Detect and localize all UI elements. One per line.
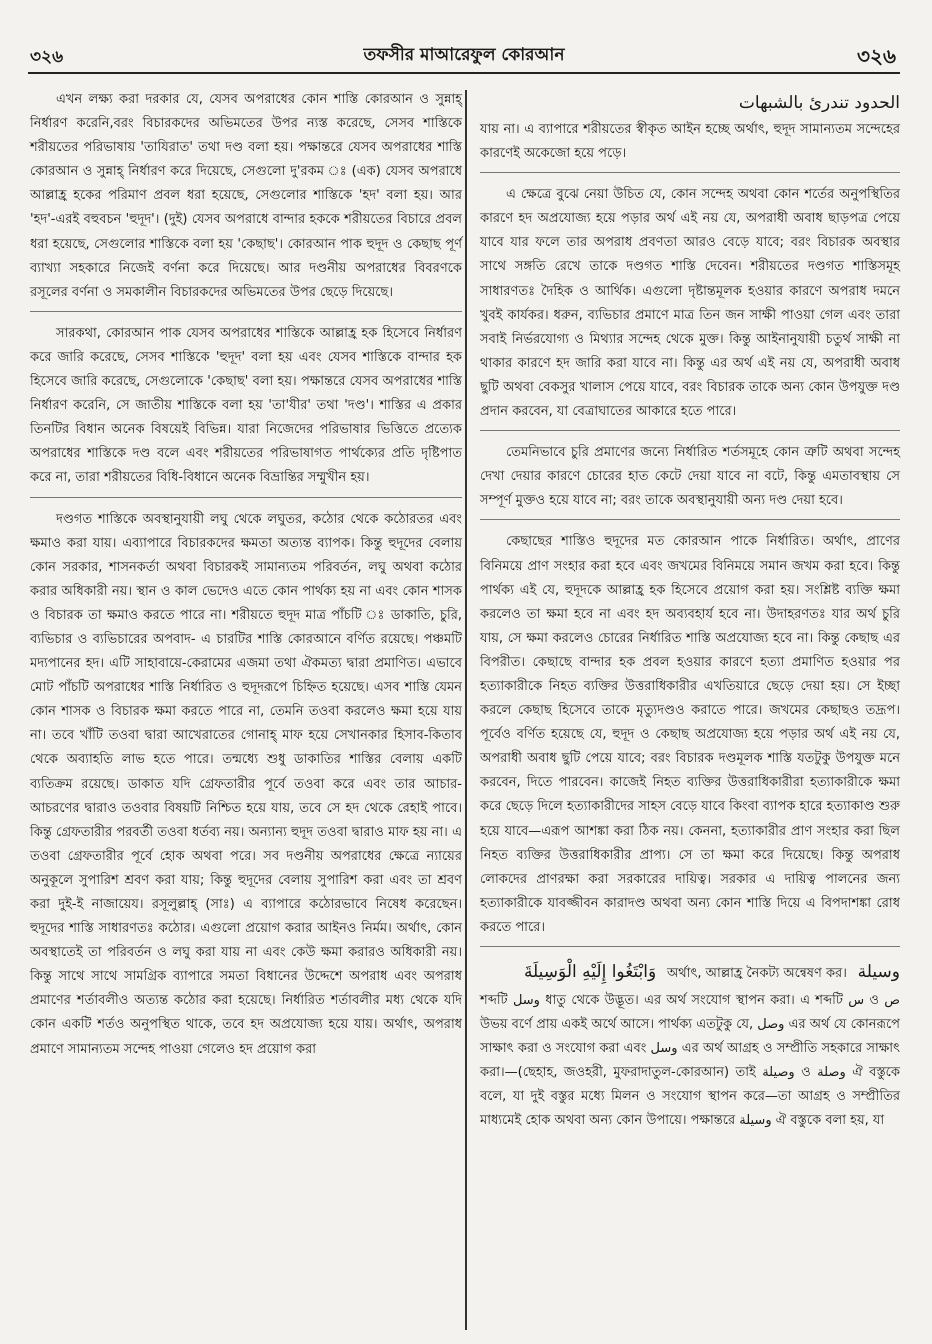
paragraph: শব্দটি وسل ধাতু থেকে উদ্ভূত। এর অর্থ সংযোগ স্থাপন করা। এ শব্দটি س ও ص উভয় বর্ণে প্রায় একই অর্থে আসে। পার্থক্য এতটুকু যে, وصل এর অর্থ যে কোনরূপে সাক্ষাৎ করা ও সংযোগ করা এবং وسل এর অর্থ আগ্রহ ও সম্প্রীতি সহকারে সাক্ষাৎ করা।—(ছেহাহ, জওহরী, মুফরাদাতুল-কোরআন) তাই وصيلة ও وصلة ঐ বস্তুকে বলে, যা দুই বস্তুর মধ্যে মিলন ও সংযোগ স্থাপন করে—তা আগ্রহ ও সম্প্রীতির মাধ্যমেই হোক অথবা অন্য কোন উপায়ে। পক্ষান্তরে وسيلة ঐ বস্তুকে বলা হয়, যা xyxy=(480,993,900,1129)
paragraph: দণ্ডগত শাস্তিকে অবস্থানুযায়ী লঘু থেকে লঘুতর, কঠোর থেকে কঠোরতর এবং ক্ষমাও করা যায়। এব্যাপারে বিচারকদের ক্ষমতা অত্যন্ত ব্যাপক। কিন্তু হুদূদের বেলায় কোন সরকার, শাসনকর্তা অথবা বিচারকই সামান্যতম পরিবর্তন, লঘু অথবা কঠোর করার অধিকারী নয়। স্থান ও কাল ভেদেও এতে কোন পার্থক্য হয় না এবং কোন শাসক ও বিচারক তা ক্ষমাও করতে পারে না। শরীয়তে হুদূদ মাত্র পাঁচটি ঃ ডাকাতি, চুরি, ব্যভিচার ও ব্যভিচারের অপবাদ- এ চারটির শাস্তি কোরআনে বর্ণিত রয়েছে। পঞ্চমটি মদ্যপানের হদ। এটি সাহাবায়ে-কেরামের এজমা তথা ঐকমত্য দ্বারা প্রমাণিত। এভাবে মোট পাঁচটি অপরাধের শাস্তি নির্ধারিত ও হুদূদরূপে চিহ্নিত হয়েছে। এসব শাস্তি যেমন কোন শাসক ও বিচারক ক্ষমা করতে পারে না, তেমনি তওবা করলেও ক্ষমা হয়ে যায় না। তবে খাঁটি তওবা দ্বারা আখেরাতের গোনাহ্ মাফ হয়ে সেখানকার হিসাব-কিতাব থেকে অব্যাহতি লাভ হতে পারে। তন্মধ্যে শুধু ডাকাতির শাস্তির বেলায় একটি ব্যতিক্রম রয়েছে। ডাকাত যদি গ্রেফতারীর পূর্বে তওবা করে এবং তার আচার-আচরণের দ্বারাও তওবার বিষয়টি নিশ্চিত হয়ে যায়, তবে সে হদ থেকে রেহাই পাবে। কিন্তু গ্রেফতারীর পরবর্তী তওবা ধর্তব্য নয়। অন্যান্য হুদূদ তওবা দ্বারাও মাফ হয় না। এ তওবা গ্রেফতারীর পূর্বে হোক অথবা পরে। সব দণ্ডনীয় অপরাধের ক্ষেত্রে ন্যায়ের অনুকূলে সুপারিশ শ্রবণ করা যায়; কিন্তু হুদূদের বেলায় সুপারিশ করা এবং তা শ্রবণ করা দুই-ই নাজায়েয। রসূলুল্লাহ্ (সাঃ) এ ব্যাপারে কঠোরভাবে নিষেধ করেছেন। হুদূদের শাস্তি সাধারণতঃ কঠোর। এগুলো প্রয়োগ করার আইনও নির্মম। অর্থাৎ, কোন অবস্থাতেই তা পরিবর্তন ও লঘু করা যায় না এবং কেউ ক্ষমা করারও অধিকারী নয়। কিন্তু সাথে সাথে সামগ্রিক ব্যাপারে সমতা বিধানের উদ্দেশে অপরাধ এবং অপরাধ প্রমাণের শর্তাবলীও অত্যন্ত কঠোর করা হয়েছে। নির্ধারিত শর্তাবলীর মধ্য থেকে যদি কোন একটি শর্তও অনুপস্থিত থাকে, তবে হদ অপ্রযোজ্য হয়ে যায়। অর্থাৎ, অপরাধ প্রমাণে সামান্যতম সন্দেহ পাওয়া গেলেও হদ প্রয়োগ করা xyxy=(30,511,462,1057)
paragraph: এ ক্ষেত্রে বুঝে নেয়া উচিত যে, কোন সন্দেহ অথবা কোন শর্তের অনুপস্থিতির কারণে হদ অপ্রযোজ্য হয়ে পড়ার অর্থ এই নয় যে, অপরাধী অবাধ ছাড়পত্র পেয়ে যাবে যার ফলে তার অপরাধ প্রবণতা আরও বেড়ে যাবে; বরং বিচারক অবস্থার সাথে সঙ্গতি রেখে তাকে দণ্ডগত শাস্তি দেবেন। শরীয়তের দণ্ডগত শাস্তিসমূহ সাধারণতঃ দৈহিক ও আর্থিক। এগুলো দৃষ্টান্তমূলক হওয়ার কারণে অপরাধ দমনে খুবই কার্যকর। ধরুন, ব্যভিচার প্রমাণে মাত্র তিন জন সাক্ষী পাওয়া গেল এবং তারা সবাই নির্ভরযোগ্য ও মিথ্যার সন্দেহ থেকে মুক্ত। কিন্তু আইনানুযায়ী চতুর্থ সাক্ষী না থাকার কারণে হদ জারি করা যাবে না। কিন্তু এর অর্থ এই নয় যে, অপরাধী অবাধ ছুটি অথবা বেকসুর খালাস পেয়ে যাবে, বরং বিচারক তাকে অন্য কোন উপযুক্ত দণ্ড প্রদান করবেন, যা বেত্রাঘাতের আকারে হতে পারে। xyxy=(480,183,900,431)
paragraph: তেমনিভাবে চুরি প্রমাণের জন্যে নির্ধারিত শর্তসমূহে কোন ত্রুটি অথবা সন্দেহ দেখা দেয়ার কারণে চোরের হাত কেটে দেয়া যাবে না বটে, কিন্তু এমতাবস্থায় সে সম্পূর্ণ মুক্তও হয়ে যাবে না; বরং তাকে অবস্থানুযায়ী অন্য দণ্ড দেয়া হবে। xyxy=(480,441,900,520)
arabic-legal-maxim: الحدود تندرئ بالشبهات xyxy=(738,93,900,113)
verse-translation: অর্থাৎ, আল্লাহ্র নৈকট্য অন্বেষণ কর। xyxy=(667,966,847,981)
paragraph: এখন লক্ষ্য করা দরকার যে, যেসব অপরাধের কোন শাস্তি কোরআন ও সুন্নাহ্ নির্ধারণ করেনি,বরং বিচারকদের অভিমতের উপর ন্যস্ত করেছে, সেসব শাস্তিকে শরীয়তের পরিভাষায় 'তাযিরাত' তথা দণ্ড বলা হয়। পক্ষান্তরে যেসব অপরাধের শাস্তি কোরআন ও সুন্নাহ্ নির্ধারণ করে দিয়েছে, সেগুলো দু'রকম ঃ (এক) যেসব অপরাধে আল্লাহ্র হকের পরিমাণ প্রবল ধরা হয়েছে, সেগুলোর শাস্তিকে 'হদ' বলা হয়। আর 'হদ'-এরই বহুবচন 'হুদূদ'। (দুই) যেসব অপরাধে বান্দার হককে শরীয়তের বিচারে প্রবল ধরা হয়েছে, সেগুলোর শাস্তিকে বলা হয় 'কেছাছ'। কোরআন পাক হুদূদ ও কেছাছ পূর্ণ ব্যাখ্যা সহকারে নিজেই বর্ণনা করে দিয়েছে। আর দণ্ডনীয় অপরাধের বিবরণকে রসূলের বর্ণনা ও সমকালীন বিচারকদের অভিমতের উপর ছেড়ে দিয়েছে। xyxy=(30,88,462,312)
running-title: তফসীর মাআরেফুল কোরআন xyxy=(363,45,565,65)
paragraph: কেছাছের শাস্তিও হুদূদের মত কোরআন পাকে নির্ধারিত। অর্থাৎ, প্রাণের বিনিময়ে প্রাণ সংহার করা হবে এবং জখমের বিনিময়ে সমান জখম করা হবে। কিন্তু পার্থক্য এই যে, হুদূদকে আল্লাহ্র হক হিসেবে প্রয়োগ করা হয়। সংশ্লিষ্ট ব্যক্তি ক্ষমা করলেও তা ক্ষমা হবে না এবং হদ অব্যবহার্য হবে না। উদাহরণতঃ যার অর্থ চুরি যায়, সে ক্ষমা করলেও চোরের নির্ধারিত শাস্তি অপ্রযোজ্য হবে না। কিন্তু কেছাছ এর বিপরীত। কেছাছে বান্দার হক প্রবল হওয়ার কারণে হত্যা প্রমাণিত হওয়ার পর হত্যাকারীকে নিহত ব্যক্তির উত্তরাধিকারীর এখতিয়ারে ছেড়ে দেয়া হয়। সে ইচ্ছা করলে কেছাছ হিসেবে তাকে মৃত্যুদণ্ডও করাতে পারে। জখমের কেছাছও তদ্রূপ। পূর্বেও বর্ণিত হয়েছে যে, হুদূদ ও কেছাছ অপ্রযোজ্য হয়ে পড়ার অর্থ এই নয় যে, অপরাধী অবাধ ছুটি পেয়ে যাবে; বরং বিচারক দণ্ডমূলক শাস্তি যতটুকু উপযুক্ত মনে করবেন, দিতে পারবেন। কাজেই নিহত ব্যক্তির উত্তরাধিকারীরা হত্যাকারীকে ক্ষমা করে ছেড়ে দিলে হত্যাকারীদের সাহস বেড়ে যাবে কিংবা ব্যাপক হারে হত্যাকাণ্ড শুরু হয়ে যাবে—এরূপ আশঙ্কা করা ঠিক নয়। কেননা, হত্যাকারীর প্রাণ সংহার করা ছিল নিহত ব্যক্তির উত্তরাধিকারীর প্রাপ্য। সে তা ক্ষমা করে দিয়েছে। কিন্তু অপরাধ লোকদের প্রাণরক্ষা করা সরকারের দায়িত্ব। সরকার এ দায়িত্ব পালনের জন্য হত্যাকারীকে যাবজ্জীবন কারাদণ্ড অথবা অন্য কোন শাস্তি দিয়ে এ বিপদাশঙ্কা রোধ করতে পারে। xyxy=(480,530,900,947)
arabic-verse: وَابْتَغُوا إِلَيْهِ الْوَسِيلَةَ xyxy=(523,962,657,982)
page-header xyxy=(28,38,900,74)
page-number-left: ৩২৬ xyxy=(30,47,64,67)
page-number-right: ৩২৬ xyxy=(856,44,896,68)
arabic-word-wasila: وسيلة xyxy=(857,962,900,982)
paragraph: যায় না। এ ব্যাপারে শরীয়তের স্বীকৃত আইন হচ্ছে অর্থাৎ, হুদূদ সামান্যতম সন্দেহের কারণেই অকেজো হয়ে পড়ে। xyxy=(480,118,900,173)
quran-verse-line xyxy=(480,957,900,989)
paragraph: সারকথা, কোরআন পাক যেসব অপরাধের শাস্তিকে আল্লাহ্র হক হিসেবে নির্ধারণ করে জারি করেছে, সেসব শাস্তিকে 'হুদূদ' বলা হয় এবং যেসব শাস্তিকে বান্দার হক হিসেবে জারি করেছে, সেগুলোকে 'কেছাছ' বলা হয়। পক্ষান্তরে যেসব অপরাধের শাস্তি নির্ধারণ করেনি, সে জাতীয় শাস্তিকে বলা হয় 'তা'যীর' তথা 'দণ্ড'। শাস্তির এ প্রকার তিনটির বিধান অনেক বিষয়েই বিভিন্ন। যারা নিজেদের পরিভাষার ভিত্তিতে প্রত্যেক অপরাধের শাস্তিকে দণ্ড বলে এবং শরীয়তের পরিভাষাগত পার্থক্যের প্রতি দৃষ্টিপাত করে না, তারা শরীয়তের বিধি-বিধানে অনেক বিভ্রান্তির সম্মুখীন হয়। xyxy=(30,322,462,498)
right-column xyxy=(480,88,900,1144)
column-divider xyxy=(465,90,467,1330)
left-column xyxy=(30,88,462,1072)
